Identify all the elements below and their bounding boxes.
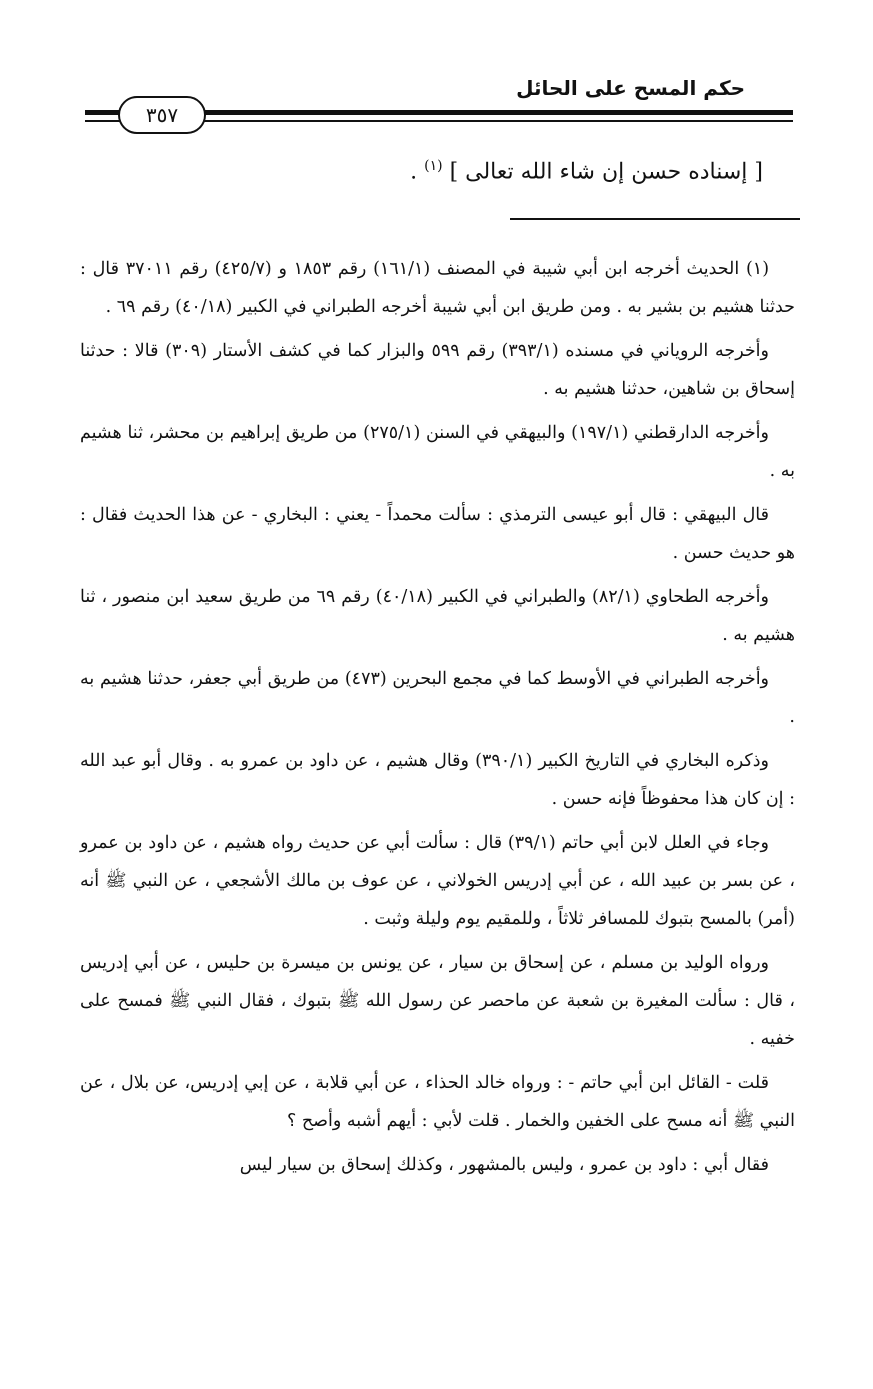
main-text-line: [410, 158, 763, 184]
main-text: [ إسناده حسن إن شاء الله تعالى ]: [449, 159, 763, 185]
page-number: ٣٥٧: [118, 96, 206, 134]
footnote-paragraph: وذكره البخاري في التاريخ الكبير (٣٩٠/١) وقال هشيم ، عن داود بن عمرو به . وقال أبو عبد الله : إن كان هذا محفوظاً فإنه حسن .: [80, 751, 795, 809]
footnotes-block: [80, 250, 795, 1190]
footnote-paragraph: وجاء في العلل لابن أبي حاتم (٣٩/١) قال : سألت أبي عن حديث رواه هشيم ، عن داود بن عمرو ، عن بسر بن عبيد الله ، عن أبي إدريس الخولاني ، عن عوف بن مالك الأشجعي ، عن النبي ﷺ أنه (أمر) بالمسح بتبوك للمسافر ثلاثاً ، وللمقيم يوم وليلة وثبت .: [80, 833, 795, 929]
header-rule-thin: [200, 120, 793, 122]
footnote-paragraph: قلت - القائل ابن أبي حاتم - : ورواه خالد الحذاء ، عن أبي قلابة ، عن إبي إدريس، عن بلال ، عن النبي ﷺ أنه مسح على الخفين والخمار . قلت لأبي : أيهم أشبه وأصح ؟: [80, 1073, 795, 1131]
main-text-period: .: [410, 159, 418, 185]
footnote-paragraph: ورواه الوليد بن مسلم ، عن إسحاق بن سيار ، عن يونس بن ميسرة بن حليس ، عن أبي إدريس ، قال : سألت المغيرة بن شعبة عن ماحصر عن رسول الله ﷺ بتبوك ، فقال النبي ﷺ فمسح على خفيه .: [80, 953, 795, 1049]
footnote-paragraph: وأخرجه الدارقطني (١٩٧/١) والبيهقي في السنن (٢٧٥/١) من طريق إبراهيم بن محشر، ثنا هشيم به .: [80, 423, 795, 481]
footnote-paragraph: قال البيهقي : قال أبو عيسى الترمذي : سألت محمداً - يعني : البخاري - عن هذا الحديث فقال : هو حديث حسن .: [80, 505, 795, 563]
footnote-reference: (١): [424, 158, 443, 174]
footnote-paragraph: وأخرجه الطحاوي (٨٢/١) والطبراني في الكبير (٤٠/١٨) رقم ٦٩ من طريق سعيد ابن منصور ، ثنا هشيم به .: [80, 587, 795, 645]
footnote-paragraph: (١) الحديث أخرجه ابن أبي شيبة في المصنف (١٦١/١) رقم ١٨٥٣ و (٤٢٥/٧) رقم ٣٧٠١١ قال : حدثنا هشيم بن بشير به . ومن طريق ابن أبي شيبة أخرجه الطبراني في الكبير (٤٠/١٨) رقم ٦٩ .: [80, 259, 795, 317]
footnote-paragraph: وأخرجه الطبراني في الأوسط كما في مجمع البحرين (٤٧٣) من طريق أبي جعفر، حدثنا هشيم به .: [80, 669, 795, 727]
running-title: حكم المسح على الحائل: [516, 76, 745, 100]
footnote-separator: [510, 218, 800, 220]
header-rule-thick: [200, 110, 793, 115]
footnote-paragraph: فقال أبي : داود بن عمرو ، وليس بالمشهور ، وكذلك إسحاق بن سيار ليس: [239, 1155, 769, 1175]
footnote-paragraph: وأخرجه الروياني في مسنده (٣٩٣/١) رقم ٥٩٩ والبزار كما في كشف الأستار (٣٠٩) قالا : حدثنا إسحاق بن شاهين، حدثنا هشيم به .: [80, 341, 795, 399]
